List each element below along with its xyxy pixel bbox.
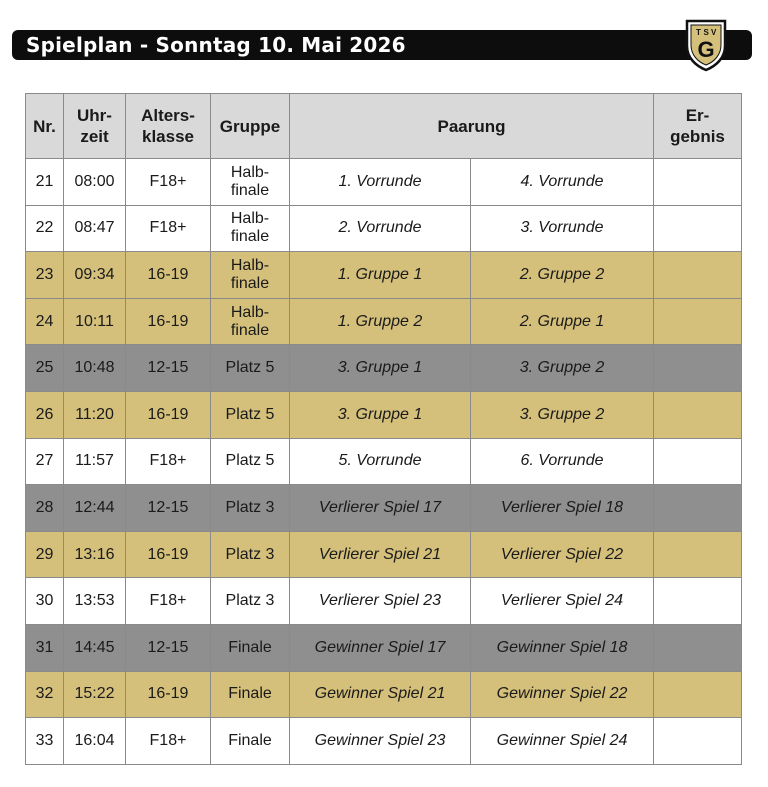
age-class-cell: 12-15 — [126, 624, 211, 671]
match-number-cell: 29 — [26, 531, 64, 578]
age-class-cell: F18+ — [126, 438, 211, 485]
team2-cell: Verlierer Spiel 18 — [471, 485, 654, 532]
time-cell: 12:44 — [64, 485, 126, 532]
time-cell: 13:53 — [64, 578, 126, 625]
svg-text:S: S — [703, 28, 709, 37]
result-cell — [654, 671, 742, 718]
team2-cell: 3. Vorrunde — [471, 205, 654, 252]
age-class-cell: 16-19 — [126, 531, 211, 578]
team1-cell: 1. Gruppe 1 — [290, 252, 471, 299]
table-row — [26, 391, 742, 438]
col-header-ergebnis: Er- gebnis — [654, 94, 742, 159]
header-row — [26, 94, 742, 159]
group-cell: Finale — [211, 671, 290, 718]
table-row — [26, 671, 742, 718]
team1-cell: Verlierer Spiel 23 — [290, 578, 471, 625]
group-cell: Platz 5 — [211, 391, 290, 438]
result-cell — [654, 298, 742, 345]
time-cell: 13:16 — [64, 531, 126, 578]
group-cell: Platz 5 — [211, 438, 290, 485]
team1-cell: 1. Vorrunde — [290, 159, 471, 206]
age-class-cell: F18+ — [126, 718, 211, 765]
table-row — [26, 624, 742, 671]
team1-cell: Verlierer Spiel 21 — [290, 531, 471, 578]
team2-cell: 6. Vorrunde — [471, 438, 654, 485]
group-cell: Platz 3 — [211, 485, 290, 532]
col-header-paarung: Paarung — [290, 94, 654, 159]
age-class-cell: F18+ — [126, 159, 211, 206]
group-cell: Halb- finale — [211, 205, 290, 252]
team2-cell: 2. Gruppe 1 — [471, 298, 654, 345]
team1-cell: 5. Vorrunde — [290, 438, 471, 485]
time-cell: 10:48 — [64, 345, 126, 392]
time-cell: 11:57 — [64, 438, 126, 485]
table-row — [26, 205, 742, 252]
result-cell — [654, 485, 742, 532]
team2-cell: Verlierer Spiel 22 — [471, 531, 654, 578]
result-cell — [654, 438, 742, 485]
result-cell — [654, 531, 742, 578]
group-cell: Platz 3 — [211, 578, 290, 625]
age-class-cell: 16-19 — [126, 391, 211, 438]
match-number-cell: 21 — [26, 159, 64, 206]
table-row — [26, 159, 742, 206]
group-cell: Finale — [211, 624, 290, 671]
team1-cell: Verlierer Spiel 17 — [290, 485, 471, 532]
team1-cell: Gewinner Spiel 21 — [290, 671, 471, 718]
team2-cell: 3. Gruppe 2 — [471, 391, 654, 438]
age-class-cell: 12-15 — [126, 345, 211, 392]
match-number-cell: 31 — [26, 624, 64, 671]
team1-cell: 3. Gruppe 1 — [290, 391, 471, 438]
result-cell — [654, 205, 742, 252]
group-cell: Platz 5 — [211, 345, 290, 392]
match-number-cell: 23 — [26, 252, 64, 299]
team2-cell: 2. Gruppe 2 — [471, 252, 654, 299]
team2-cell: Verlierer Spiel 24 — [471, 578, 654, 625]
team2-cell: 4. Vorrunde — [471, 159, 654, 206]
table-row — [26, 578, 742, 625]
match-number-cell: 26 — [26, 391, 64, 438]
tsv-logo — [684, 18, 728, 72]
team1-cell: 1. Gruppe 2 — [290, 298, 471, 345]
col-header-nr: Nr. — [26, 94, 64, 159]
match-number-cell: 32 — [26, 671, 64, 718]
team1-cell: Gewinner Spiel 23 — [290, 718, 471, 765]
group-cell: Finale — [211, 718, 290, 765]
match-number-cell: 22 — [26, 205, 64, 252]
result-cell — [654, 624, 742, 671]
result-cell — [654, 345, 742, 392]
table-row — [26, 531, 742, 578]
age-class-cell: F18+ — [126, 578, 211, 625]
col-header-altersklasse: Alters- klasse — [126, 94, 211, 159]
group-cell: Halb- finale — [211, 159, 290, 206]
result-cell — [654, 159, 742, 206]
age-class-cell: 16-19 — [126, 671, 211, 718]
team2-cell: Gewinner Spiel 22 — [471, 671, 654, 718]
result-cell — [654, 391, 742, 438]
svg-text:T: T — [696, 28, 701, 37]
group-cell: Halb- finale — [211, 252, 290, 299]
title-bar — [12, 30, 752, 60]
table-row — [26, 345, 742, 392]
age-class-cell: F18+ — [126, 205, 211, 252]
table-row — [26, 718, 742, 765]
time-cell: 15:22 — [64, 671, 126, 718]
table-row — [26, 438, 742, 485]
team1-cell: 3. Gruppe 1 — [290, 345, 471, 392]
age-class-cell: 16-19 — [126, 298, 211, 345]
age-class-cell: 12-15 — [126, 485, 211, 532]
schedule-table — [25, 93, 742, 765]
group-cell: Platz 3 — [211, 531, 290, 578]
table-row — [26, 485, 742, 532]
result-cell — [654, 252, 742, 299]
time-cell: 11:20 — [64, 391, 126, 438]
col-header-uhrzeit: Uhr- zeit — [64, 94, 126, 159]
match-number-cell: 30 — [26, 578, 64, 625]
time-cell: 08:00 — [64, 159, 126, 206]
match-number-cell: 33 — [26, 718, 64, 765]
team1-cell: Gewinner Spiel 17 — [290, 624, 471, 671]
svg-text:G: G — [697, 37, 715, 62]
time-cell: 09:34 — [64, 252, 126, 299]
team2-cell: Gewinner Spiel 24 — [471, 718, 654, 765]
result-cell — [654, 578, 742, 625]
group-cell: Halb- finale — [211, 298, 290, 345]
page-title: Spielplan - Sonntag 10. Mai 2026 — [26, 33, 406, 57]
time-cell: 10:11 — [64, 298, 126, 345]
time-cell: 08:47 — [64, 205, 126, 252]
match-number-cell: 25 — [26, 345, 64, 392]
table-row — [26, 298, 742, 345]
result-cell — [654, 718, 742, 765]
svg-text:V: V — [711, 28, 717, 37]
match-number-cell: 24 — [26, 298, 64, 345]
time-cell: 16:04 — [64, 718, 126, 765]
table-row — [26, 252, 742, 299]
col-header-gruppe: Gruppe — [211, 94, 290, 159]
match-number-cell: 27 — [26, 438, 64, 485]
team1-cell: 2. Vorrunde — [290, 205, 471, 252]
team2-cell: Gewinner Spiel 18 — [471, 624, 654, 671]
team2-cell: 3. Gruppe 2 — [471, 345, 654, 392]
time-cell: 14:45 — [64, 624, 126, 671]
age-class-cell: 16-19 — [126, 252, 211, 299]
match-number-cell: 28 — [26, 485, 64, 532]
